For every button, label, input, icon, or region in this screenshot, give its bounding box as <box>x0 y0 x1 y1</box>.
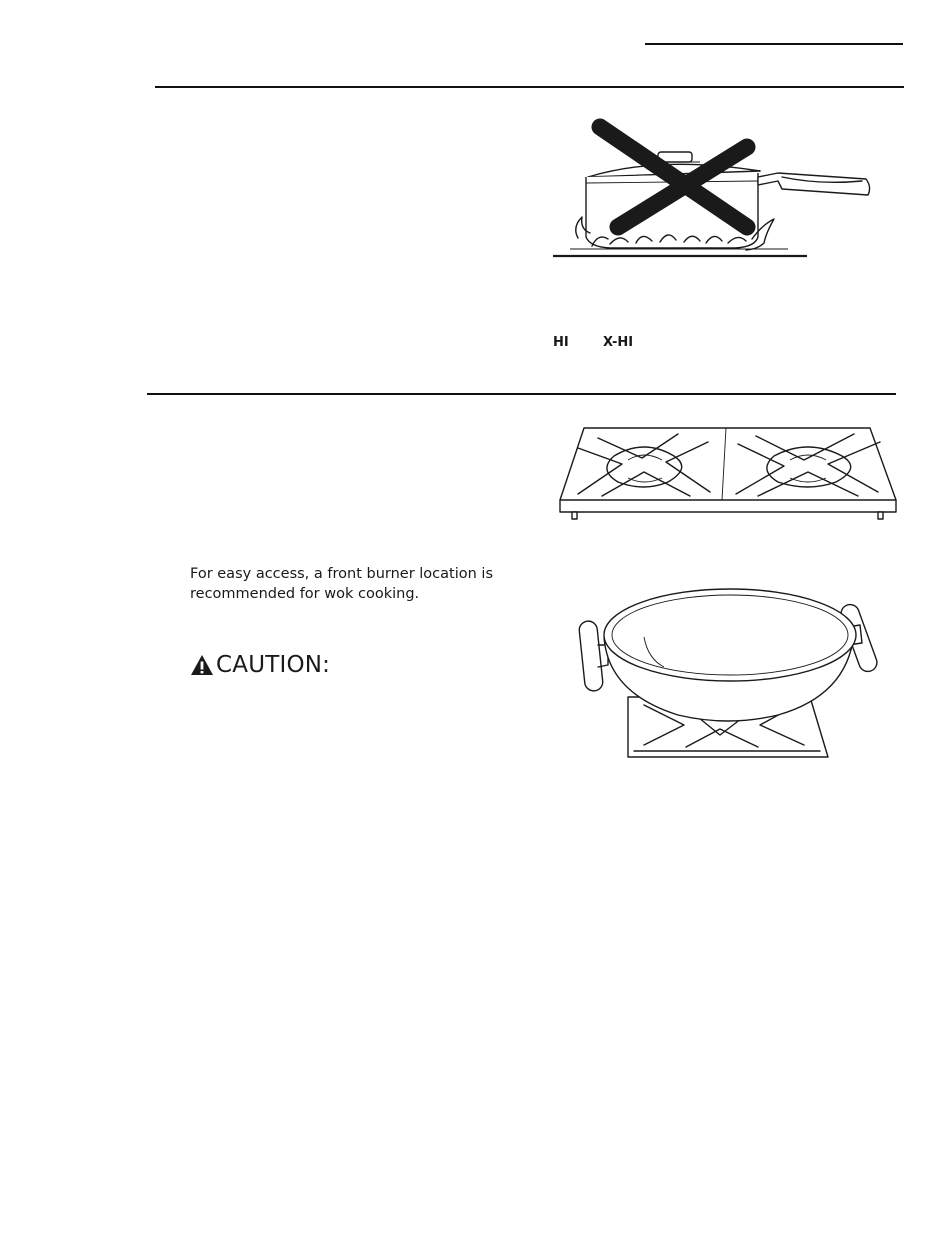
wok-location-note: For easy access, a front burner location is recommended for wok cooking. <box>190 566 493 602</box>
caution-heading <box>190 652 330 678</box>
caution-label: CAUTION: <box>216 652 331 678</box>
xhi-setting-label: X-HI <box>603 335 634 350</box>
section-rule-top <box>155 86 904 88</box>
hi-setting-label: HI <box>553 335 569 350</box>
wok-on-burner-illustration <box>578 575 888 765</box>
section-rule-middle <box>147 393 896 395</box>
header-rule <box>645 43 903 45</box>
no-pot-overhanging-flame-illustration <box>550 115 880 265</box>
burner-grate-illustration <box>558 420 898 525</box>
warning-triangle-icon <box>190 653 214 677</box>
